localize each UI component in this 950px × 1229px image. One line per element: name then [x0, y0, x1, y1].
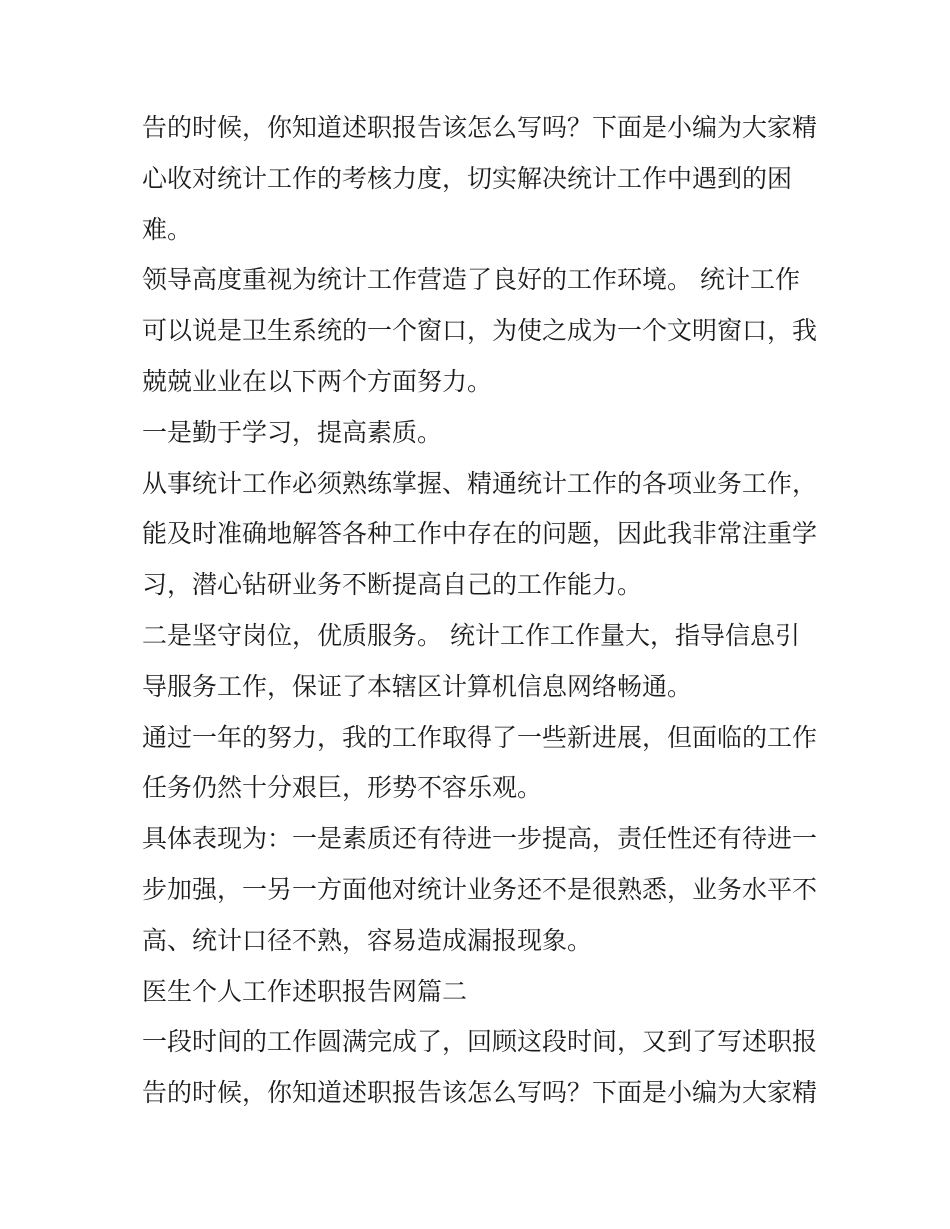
text-line: 兢兢业业在以下两个方面努力。 [142, 366, 493, 396]
text-line: 能及时准确地解答各种工作中存在的问题，因此我非常注重学 [142, 519, 818, 549]
text-line: 任务仍然十分艰巨，形势不容乐观。 [142, 773, 543, 803]
text-line: 告的时候，你知道述职报告该怎么写吗？下面是小编为大家精 [142, 1078, 818, 1108]
text-line: 心收对统计工作的考核力度，切实解决统计工作中遇到的困 [142, 163, 793, 193]
text-line: 一是勤于学习，提高素质。 [142, 417, 443, 447]
text-line: 步加强，一另一方面他对统计业务还不是很熟悉，业务水平不 [142, 874, 818, 904]
document-body [142, 103, 822, 1119]
text-line: 告的时候，你知道述职报告该怎么写吗？下面是小编为大家精 [142, 113, 818, 142]
text-line: 一段时间的工作圆满完成了，回顾这段时间，又到了写述职报 [142, 1027, 818, 1057]
text-line: 具体表现为：一是素质还有待进一步提高，责任性还有待进一 [142, 824, 818, 854]
text-line: 从事统计工作必须熟练掌握、精通统计工作的各项业务工作， [142, 468, 818, 498]
text-line: 二是坚守岗位，优质服务。 统计工作工作量大，指导信息引 [142, 620, 800, 650]
text-line: 领导高度重视为统计工作营造了良好的工作环境。 统计工作 [142, 265, 800, 295]
text-line: 难。 [142, 214, 193, 244]
text-line: 可以说是卫生系统的一个窗口，为使之成为一个文明窗口，我 [142, 316, 818, 346]
text-line: 导服务工作，保证了本辖区计算机信息网络畅通。 [142, 671, 693, 701]
section-heading: 医生个人工作述职报告网篇二 [142, 976, 468, 1006]
text-line: 通过一年的努力，我的工作取得了一些新进展，但面临的工作 [142, 722, 818, 752]
text-line: 习，潜心钻研业务不断提高自己的工作能力。 [142, 570, 643, 600]
text-line: 高、统计口径不熟，容易造成漏报现象。 [142, 925, 593, 955]
